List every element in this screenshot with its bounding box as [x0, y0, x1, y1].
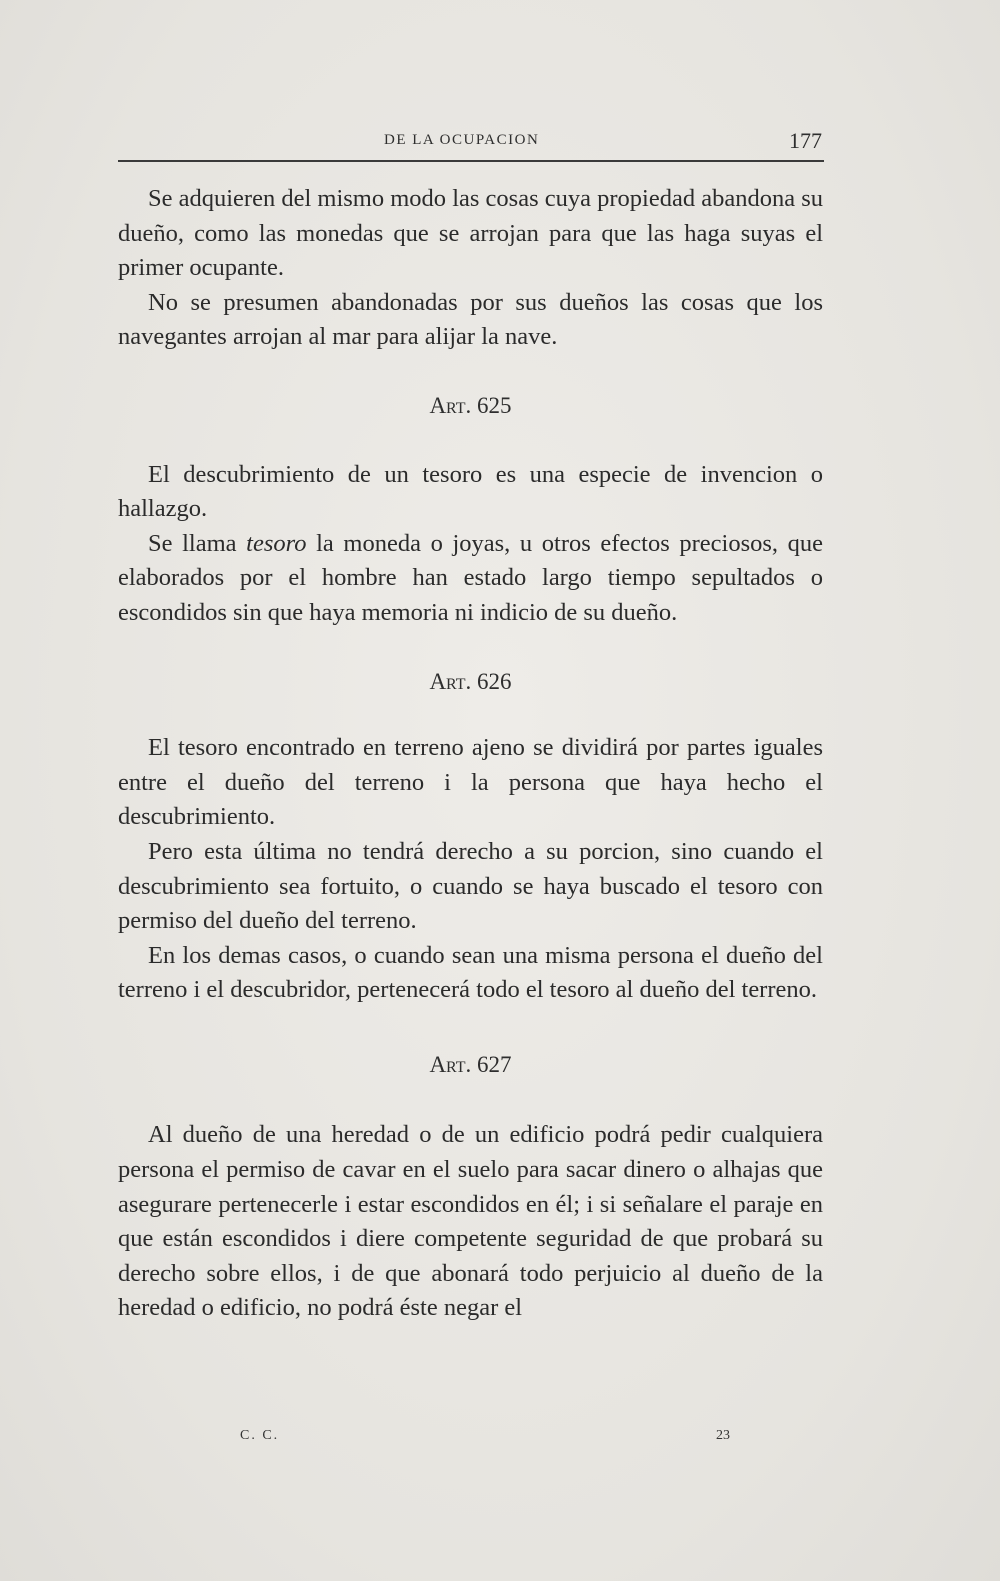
italic-term: tesoro: [246, 529, 307, 557]
article-heading-625: [118, 389, 823, 424]
paragraph: [118, 527, 823, 631]
article-label: Art.: [429, 668, 472, 694]
text-run: la moneda o joyas, u otros efectos preciosos, que elaborados por el hombre han estado largo tiempo sepultados o escondidos sin que haya memoria ni indicio de su dueño.: [118, 529, 824, 626]
article-number: 625: [477, 392, 512, 418]
signature-number: 23: [716, 1428, 730, 1443]
page-footer: [118, 1428, 823, 1452]
paragraph: En los demas casos, o cuando sean una misma persona el dueño del terreno i el descubridor, pertenecerá todo el tesoro al dueño del terreno.: [118, 941, 823, 1004]
paragraph: El tesoro encontrado en terreno ajeno se dividirá por partes iguales entre el dueño del terreno i la persona que haya hecho el descubrimiento.: [118, 734, 823, 831]
text-run: Se llama: [148, 529, 247, 557]
paragraph: Pero esta última no tendrá derecho a su porcion, sino cuando el descubrimiento sea fortuito, o cuando se haya buscado el tesoro con permiso del dueño del terreno.: [118, 837, 823, 935]
article-label: Art.: [429, 392, 472, 418]
page-header: [118, 128, 822, 162]
paragraph: No se presumen abandonadas por sus dueños las cosas que los navegantes arrojan al mar para alijar la nave.: [118, 288, 823, 351]
page-body: [118, 182, 823, 1326]
paragraph: Se adquieren del mismo modo las cosas cuya propiedad abandona su dueño, como las monedas que se arrojan para que las haga suyas el primer ocupante.: [118, 185, 823, 282]
article-number: 627: [477, 1051, 512, 1077]
paragraph: Al dueño de una heredad o de un edificio podrá pedir cualquiera persona el permiso de cavar en el suelo para sacar dinero o alhajas que asegurare pertenecerle i estar escondidos en él; i si señalare el paraje en que están escondidos i diere competente seguridad de que probará su derecho sobre ellos, i de que abonará todo perjuicio al dueño de la heredad o edificio, no podrá éste negar el: [118, 1121, 823, 1322]
paragraph: El descubrimiento de un tesoro es una especie de invencion o hallazgo.: [118, 460, 823, 523]
header-rule: [118, 160, 824, 162]
article-heading-626: [118, 665, 823, 700]
page-number: 177: [789, 128, 822, 153]
signature-mark: C. C.: [240, 1428, 280, 1443]
running-title: DE LA OCUPACION: [384, 132, 540, 148]
article-label: Art.: [429, 1051, 472, 1077]
article-heading-627: [118, 1048, 823, 1083]
article-number: 626: [477, 668, 512, 694]
